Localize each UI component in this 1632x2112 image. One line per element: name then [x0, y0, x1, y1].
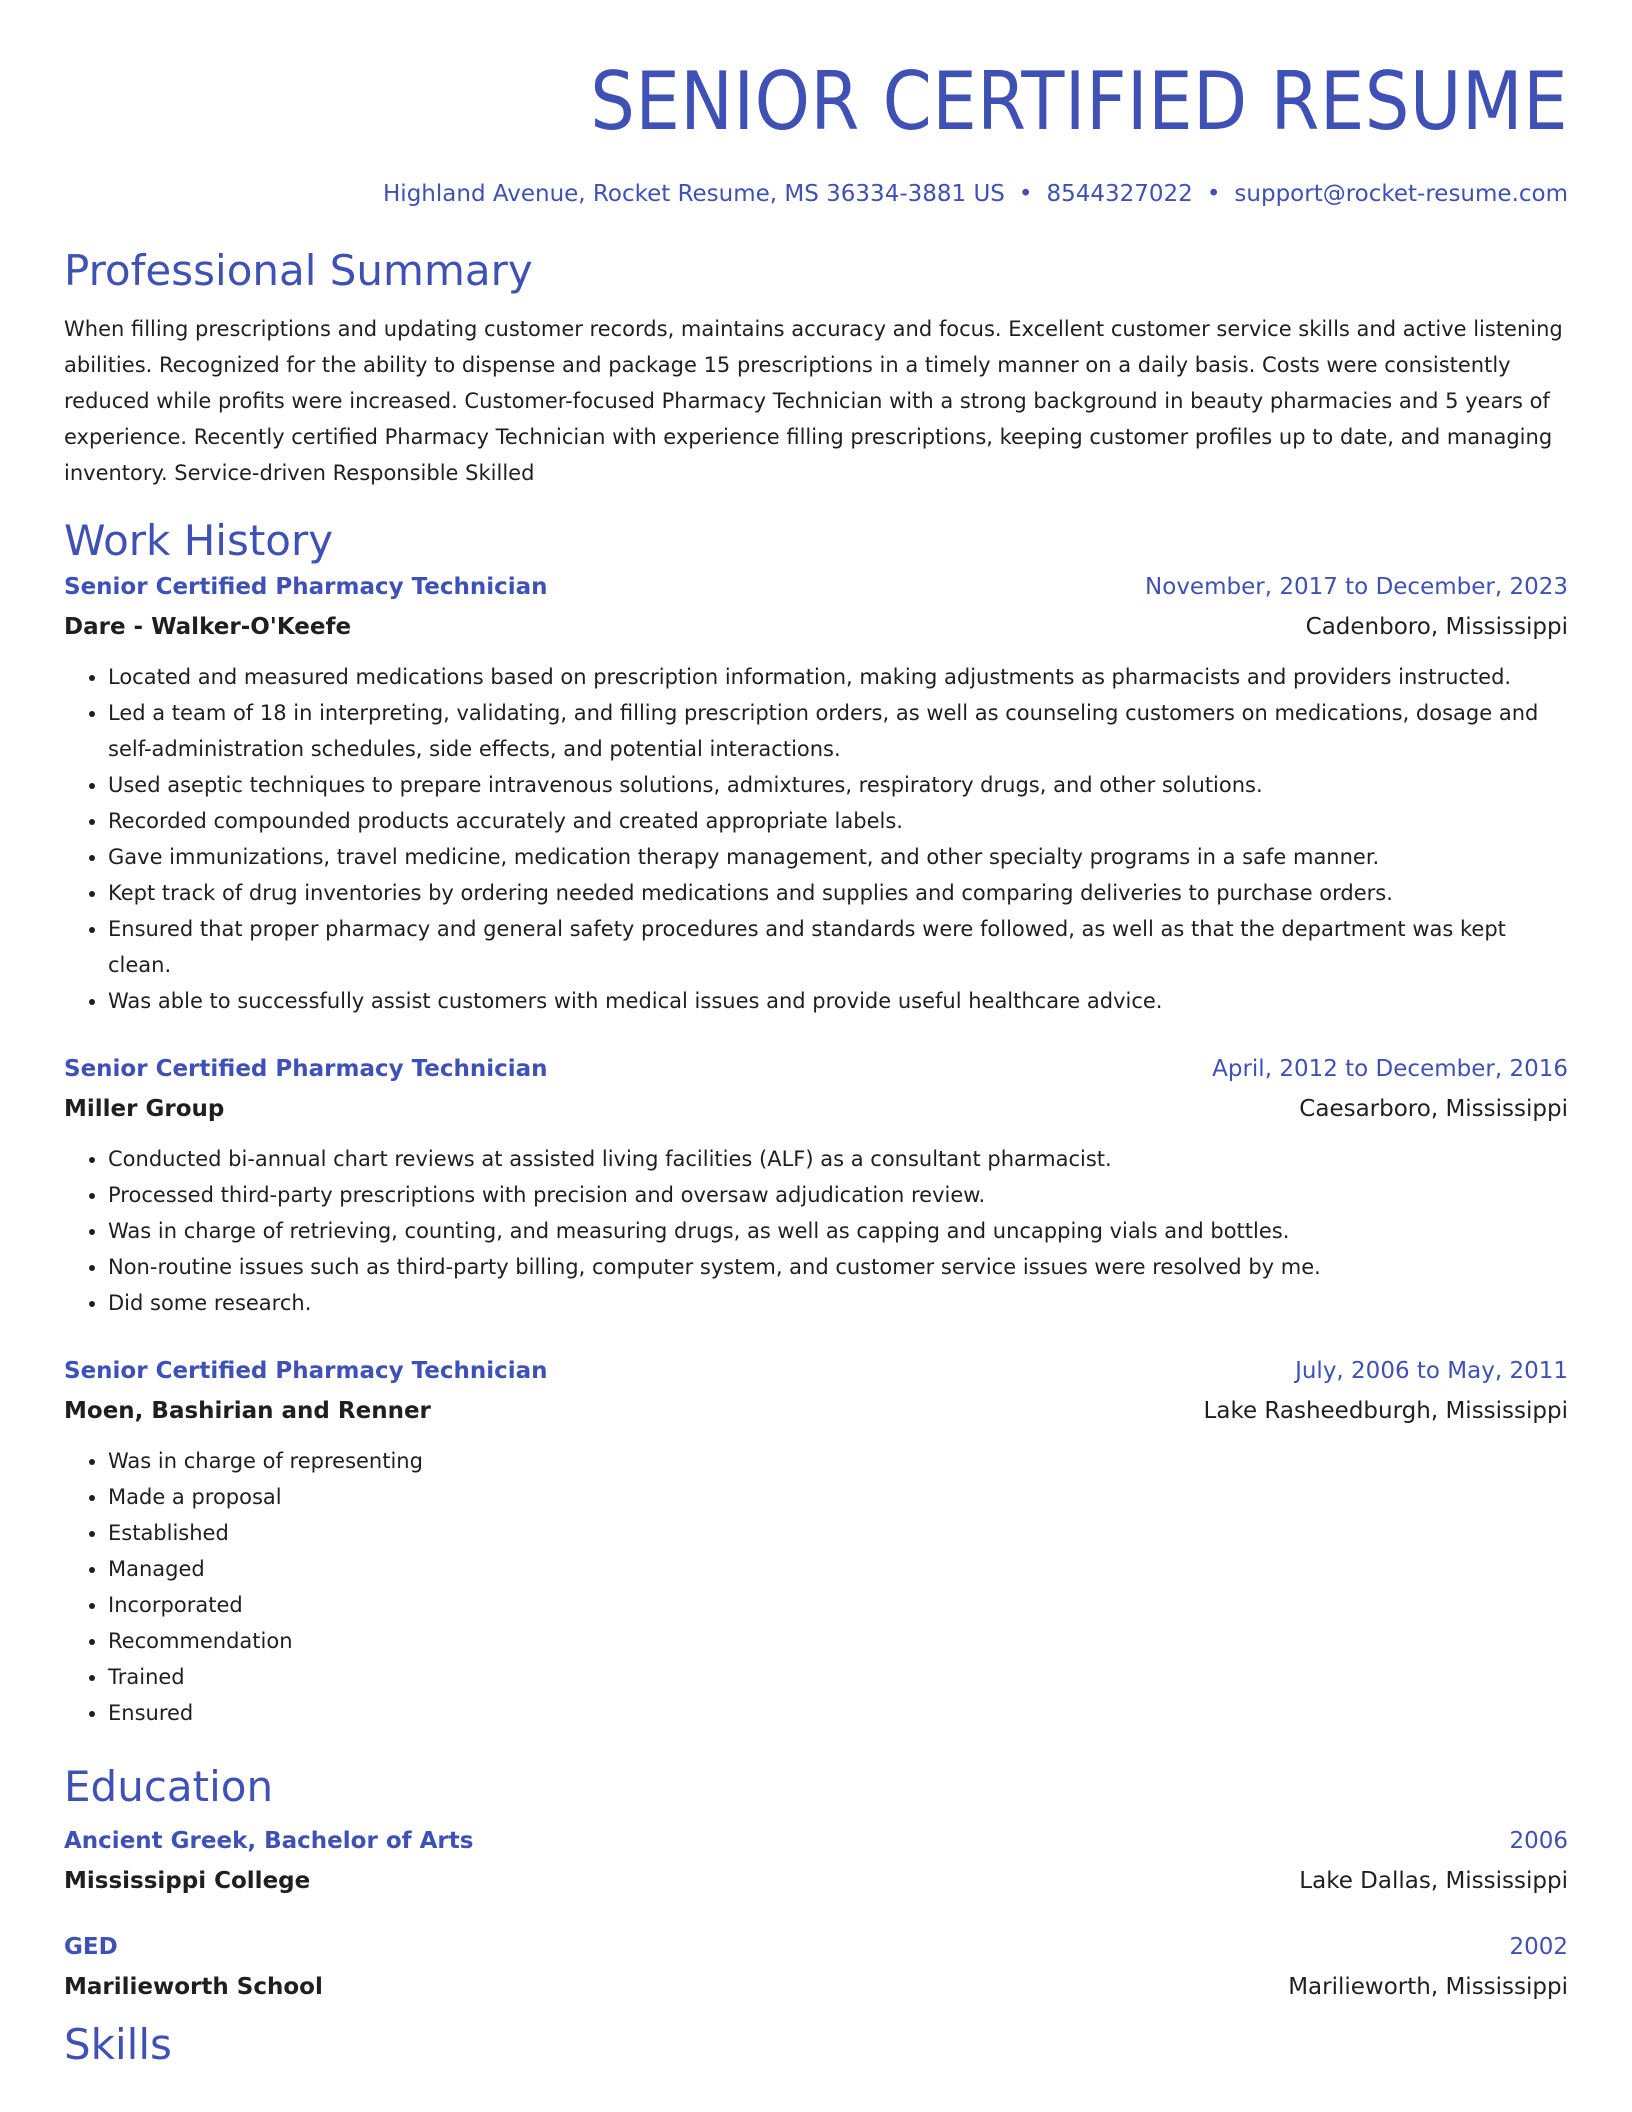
job-location: Lake Rasheedburgh, Mississippi — [1203, 1398, 1568, 1424]
job-bullet: • Recorded compounded products accurately and created appropriate labels. — [108, 803, 1568, 839]
job-entry — [64, 567, 1568, 1019]
education-location: Marilieworth, Mississippi — [1288, 1974, 1568, 2000]
summary-heading: Professional Summary — [64, 246, 533, 295]
job-bullets — [64, 1141, 1568, 1321]
skills-heading: Skills — [64, 2020, 172, 2069]
job-bullet: • Non-routine issues such as third-party billing, computer system, and customer service issues were resolved by me. — [108, 1249, 1568, 1285]
contact-phone: 8544327022 — [1046, 181, 1193, 207]
job-title: Senior Certified Pharmacy Technician — [64, 574, 548, 600]
job-bullet: • Established — [108, 1515, 1568, 1551]
resume-name: SENIOR CERTIFIED RESUME — [590, 55, 1568, 148]
job-title: Senior Certified Pharmacy Technician — [64, 1358, 548, 1384]
contact-separator: • — [1206, 181, 1221, 207]
education-school: Mississippi College — [64, 1868, 311, 1894]
job-bullet: • Processed third-party prescriptions with precision and oversaw adjudication review. — [108, 1177, 1568, 1213]
job-company: Dare - Walker-O'Keefe — [64, 614, 352, 640]
contact-line — [64, 179, 1568, 209]
job-bullet: • Conducted bi-annual chart reviews at assisted living facilities (ALF) as a consultant pharmacist. — [108, 1141, 1568, 1177]
job-company: Moen, Bashirian and Renner — [64, 1398, 431, 1424]
job-bullet: • Did some research. — [108, 1285, 1568, 1321]
job-bullet: • Ensured that proper pharmacy and general safety procedures and standards were followed, as well as that the department was kept clean. — [108, 911, 1568, 983]
job-bullet: • Ensured — [108, 1695, 1568, 1731]
job-bullet: • Used aseptic techniques to prepare intravenous solutions, admixtures, respiratory drugs, and other solutions. — [108, 767, 1568, 803]
work-history-heading: Work History — [64, 516, 334, 565]
education-degree: Ancient Greek, Bachelor of Arts — [64, 1828, 474, 1854]
job-dates: July, 2006 to May, 2011 — [1295, 1358, 1568, 1384]
job-bullet: • Was in charge of retrieving, counting, and measuring drugs, as well as capping and uncapping vials and bottles. — [108, 1213, 1568, 1249]
job-location: Cadenboro, Mississippi — [1305, 614, 1568, 640]
education-year: 2006 — [1509, 1828, 1568, 1854]
job-bullet: • Kept track of drug inventories by ordering needed medications and supplies and comparing deliveries to purchase orders. — [108, 875, 1568, 911]
education-degree: GED — [64, 1934, 118, 1960]
education-location: Lake Dallas, Mississippi — [1299, 1868, 1568, 1894]
job-bullet: • Managed — [108, 1551, 1568, 1587]
job-bullet: • Trained — [108, 1659, 1568, 1695]
job-bullets — [64, 659, 1568, 1019]
job-bullet: • Recommendation — [108, 1623, 1568, 1659]
education-school: Marilieworth School — [64, 1974, 323, 2000]
job-title: Senior Certified Pharmacy Technician — [64, 1056, 548, 1082]
contact-email: support@rocket-resume.com — [1234, 181, 1568, 207]
job-bullets — [64, 1443, 1568, 1731]
job-location: Caesarboro, Mississippi — [1299, 1096, 1568, 1122]
job-bullet: • Gave immunizations, travel medicine, medication therapy management, and other specialty programs in a safe manner. — [108, 839, 1568, 875]
job-bullet: • Located and measured medications based on prescription information, making adjustments as pharmacists and providers instructed. — [108, 659, 1568, 695]
job-bullet: • Was in charge of representing — [108, 1443, 1568, 1479]
job-dates: November, 2017 to December, 2023 — [1145, 574, 1568, 600]
contact-address: Highland Avenue, Rocket Resume, MS 36334-3881 US — [383, 181, 1005, 207]
job-bullet: • Led a team of 18 in interpreting, validating, and filling prescription orders, as well as counseling customers on medications, dosage and self-administration schedules, side effects, and potential interactions. — [108, 695, 1568, 767]
job-bullet: • Was able to successfully assist customers with medical issues and provide useful healthcare advice. — [108, 983, 1568, 1019]
summary-text: When filling prescriptions and updating customer records, maintains accuracy and focus. Excellent customer service skills and active listening abilities. Recognized for the ability to dispense and package 15 prescriptions in a timely manner on a daily basis. Costs were consistently reduced while profits were increased. Customer-focused Pharmacy Technician with a strong background in beauty pharmacies and 5 years of experience. Recently certified Pharmacy Technician with experience filling prescriptions, keeping customer profiles up to date, and managing inventory. Service-driven Responsible Skilled — [64, 317, 1563, 485]
job-entry — [64, 1351, 1568, 1731]
contact-separator: • — [1018, 181, 1033, 207]
job-bullet: • Made a proposal — [108, 1479, 1568, 1515]
education-entry — [64, 1821, 1568, 1901]
education-entry — [64, 1927, 1568, 2007]
education-heading: Education — [64, 1762, 274, 1811]
job-bullet: • Incorporated — [108, 1587, 1568, 1623]
job-entry — [64, 1049, 1568, 1321]
education-year: 2002 — [1509, 1934, 1568, 1960]
job-dates: April, 2012 to December, 2016 — [1212, 1056, 1568, 1082]
job-company: Miller Group — [64, 1096, 225, 1122]
